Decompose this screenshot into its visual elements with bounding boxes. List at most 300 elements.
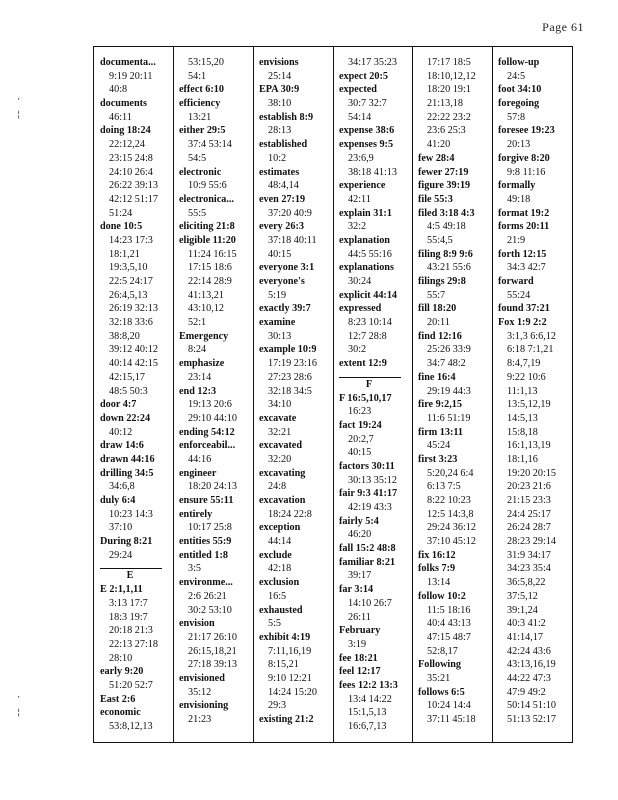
index-headword: environme... bbox=[179, 577, 233, 589]
index-page-refs: 17:17 18:5 bbox=[427, 57, 471, 68]
index-headword: done 10:5 bbox=[100, 221, 143, 233]
index-page-refs: 19:13 20:6 bbox=[188, 399, 232, 411]
index-page-refs: 30:24 bbox=[348, 276, 372, 287]
index-headword: factors 30:11 bbox=[339, 460, 395, 472]
index-headword: entitled 1:8 bbox=[179, 549, 228, 561]
index-page-refs: 24:10 26:4 bbox=[109, 166, 153, 178]
index-page-refs: 37:11 45:18 bbox=[427, 714, 476, 725]
index-headword: drilling 34:5 bbox=[100, 467, 154, 479]
index-headword: EPA 30:9 bbox=[259, 84, 300, 96]
index-page-refs: 21:17 26:10 bbox=[188, 631, 237, 643]
index-page-refs: 44:16 bbox=[188, 453, 212, 465]
index-page-refs: 39:1,24 bbox=[507, 604, 538, 616]
index-page-refs: 8:15,21 bbox=[268, 659, 299, 671]
index-page-refs: 55:5 bbox=[188, 207, 207, 219]
index-page-refs: 22:5 24:17 bbox=[109, 276, 153, 287]
index-page-refs: 19:3,5,10 bbox=[109, 262, 148, 274]
index-headword: filings 29:8 bbox=[418, 276, 466, 287]
index-page-refs: 55:24 bbox=[507, 289, 531, 301]
index-page-refs: 15:1,5,13 bbox=[348, 707, 387, 719]
index-headword: forth 12:15 bbox=[498, 248, 547, 260]
index-page-refs: 13:5,12,19 bbox=[507, 399, 551, 411]
index-page-refs: 8:4,7,19 bbox=[507, 358, 541, 370]
index-page-refs: 7:11,16,19 bbox=[268, 645, 312, 657]
index-page-refs: 29:24 bbox=[109, 549, 133, 561]
index-headword: follows 6:5 bbox=[418, 686, 465, 698]
index-headword: early 9:20 bbox=[100, 666, 144, 678]
index-page-refs: 51:20 52:7 bbox=[109, 679, 153, 691]
index-page-refs: 51:13 52:17 bbox=[507, 714, 556, 725]
index-page-refs: 23:6 25:3 bbox=[427, 125, 466, 137]
index-headword: excavating bbox=[259, 467, 306, 479]
index-headword: fewer 27:19 bbox=[418, 166, 469, 178]
index-headword: foregoing bbox=[498, 98, 540, 110]
index-headword: estimates bbox=[259, 166, 300, 178]
index-headword: explain 31:1 bbox=[339, 207, 392, 219]
index-page-refs: 18:3 19:7 bbox=[109, 611, 148, 623]
index-page-refs: 43:21 55:6 bbox=[427, 262, 471, 274]
index-headword: efficiency bbox=[179, 98, 221, 110]
index-page-refs: 11:1,13 bbox=[507, 385, 538, 397]
index-page-refs: 34:6,8 bbox=[109, 481, 135, 493]
index-page-refs: 14:23 17:3 bbox=[109, 234, 153, 246]
index-page-refs: 14:24 15:20 bbox=[268, 686, 317, 698]
index-page-refs: 44:14 bbox=[268, 536, 292, 548]
index-headword: electronic bbox=[179, 166, 222, 178]
index-page-refs: 9:19 20:11 bbox=[109, 70, 153, 82]
index-page-refs: 46:20 bbox=[348, 529, 372, 541]
index-page-refs: 21:15 23:3 bbox=[507, 495, 551, 506]
index-headword: fact 19:24 bbox=[339, 419, 382, 431]
index-headword: fix 16:12 bbox=[418, 549, 456, 561]
index-page-refs: 13:21 bbox=[188, 111, 212, 123]
index-headword: exclusion bbox=[259, 577, 300, 589]
index-page-refs: 25:26 33:9 bbox=[427, 344, 471, 356]
index-page-refs: 30:2 53:10 bbox=[188, 604, 232, 616]
index-page-refs: 29:24 36:12 bbox=[427, 522, 476, 534]
index-page-refs: 18:10,12,12 bbox=[427, 70, 476, 82]
index-headword: familiar 8:21 bbox=[339, 556, 396, 568]
index-page-refs: 16:23 bbox=[348, 406, 372, 418]
index-headword: expected bbox=[339, 84, 377, 96]
index-page-refs: 32:2 bbox=[348, 221, 367, 233]
index-headword: Fox 1:9 2:2 bbox=[498, 317, 547, 329]
index-page-refs: 53:15,20 bbox=[188, 57, 224, 68]
index-headword: excavated bbox=[259, 440, 302, 452]
column-divider bbox=[333, 47, 334, 742]
index-page-refs: 10:24 14:4 bbox=[427, 700, 471, 712]
index-page-refs: 26:19 32:13 bbox=[109, 303, 158, 315]
index-page-refs: 10:23 14:3 bbox=[109, 508, 153, 520]
index-page-refs: 34:7 48:2 bbox=[427, 358, 466, 370]
index-headword: doing 18:24 bbox=[100, 125, 151, 137]
index-headword: firm 13:11 bbox=[418, 426, 463, 438]
index-headword: explanations bbox=[339, 262, 394, 274]
index-page-refs: 44:5 55:16 bbox=[348, 248, 392, 260]
index-headword: extent 12:9 bbox=[339, 358, 387, 370]
index-headword: expenses 9:5 bbox=[339, 139, 394, 151]
index-headword: exhausted bbox=[259, 604, 303, 616]
index-page-refs: 37:5,12 bbox=[507, 590, 538, 602]
margin-punch-mark: ¦ bbox=[16, 110, 22, 120]
index-headword: excavate bbox=[259, 412, 297, 424]
index-page-refs: 40:3 41:2 bbox=[507, 618, 546, 630]
index-page-refs: 16:1,13,19 bbox=[507, 440, 551, 452]
index-page-refs: 2:6 26:21 bbox=[188, 590, 227, 602]
index-page-refs: 30:2 bbox=[348, 344, 367, 356]
index-page-refs: 31:9 34:17 bbox=[507, 549, 551, 561]
index-headword: few 28:4 bbox=[418, 152, 455, 164]
index-headword: format 19:2 bbox=[498, 207, 550, 219]
index-headword: even 27:19 bbox=[259, 193, 306, 205]
index-page-refs: 37:10 45:12 bbox=[427, 536, 476, 548]
index-headword: follow-up bbox=[498, 57, 540, 68]
index-page-refs: 26:24 28:7 bbox=[507, 522, 551, 534]
index-page-refs: 14:10 26:7 bbox=[348, 597, 392, 609]
index-headword: file 55:3 bbox=[418, 193, 453, 205]
index-headword: exhibit 4:19 bbox=[259, 631, 311, 643]
index-page-refs: 34:17 35:23 bbox=[348, 57, 397, 68]
index-page-refs: 5:5 bbox=[268, 618, 282, 630]
index-page-refs: 14:5,13 bbox=[507, 412, 538, 424]
index-page-refs: 10:17 25:8 bbox=[188, 522, 232, 534]
index-page-refs: 42:18 bbox=[268, 563, 292, 575]
index-page-refs: 9:22 10:6 bbox=[507, 371, 546, 383]
index-headword: found 37:21 bbox=[498, 303, 550, 315]
index-page-refs: 3:1,3 6:6,12 bbox=[507, 330, 556, 342]
index-column-6 bbox=[498, 56, 556, 727]
index-headword: economic bbox=[100, 707, 141, 719]
index-page-refs: 3:19 bbox=[348, 638, 367, 650]
index-page-refs: 18:20 24:13 bbox=[188, 481, 237, 493]
index-headword: ending 54:12 bbox=[179, 426, 235, 438]
index-page-refs: 42:12 51:17 bbox=[109, 193, 158, 205]
index-headword: effect 6:10 bbox=[179, 84, 224, 96]
index-page-refs: 43:13,16,19 bbox=[507, 659, 556, 671]
index-page-refs: 52:1 bbox=[188, 317, 207, 329]
index-page-refs: 8:23 10:14 bbox=[348, 317, 392, 329]
index-page-refs: 8:22 10:23 bbox=[427, 495, 471, 506]
section-letter: E bbox=[126, 570, 134, 582]
page-number: Page 61 bbox=[542, 20, 584, 34]
index-page-refs: 32:18 34:5 bbox=[268, 385, 312, 397]
index-page-refs: 24:5 bbox=[507, 70, 526, 82]
index-headword: F 16:5,10,17 bbox=[339, 392, 392, 404]
index-page-refs: 3:5 bbox=[188, 563, 202, 575]
index-page-refs: 42:11 bbox=[348, 193, 371, 205]
index-page-refs: 30:13 35:12 bbox=[348, 474, 397, 486]
index-headword: emphasize bbox=[179, 358, 225, 370]
index-headword: either 29:5 bbox=[179, 125, 226, 137]
index-page-refs: 45:24 bbox=[427, 440, 451, 452]
index-headword: envisioning bbox=[179, 700, 229, 712]
index-page-refs: 20:2,7 bbox=[348, 433, 374, 445]
index-page-refs: 35:21 bbox=[427, 672, 451, 684]
index-page-refs: 48:5 50:3 bbox=[109, 385, 148, 397]
index-page-refs: 40:4 43:13 bbox=[427, 618, 471, 630]
column-divider bbox=[412, 47, 413, 742]
index-headword: Following bbox=[418, 659, 462, 671]
index-page-refs: 41:20 bbox=[427, 139, 451, 151]
index-page-refs: 5:19 bbox=[268, 289, 287, 301]
index-headword: expressed bbox=[339, 303, 382, 315]
index-headword: draw 14:6 bbox=[100, 440, 144, 452]
index-headword: Emergency bbox=[179, 330, 229, 342]
index-page-refs: 46:11 bbox=[109, 111, 132, 123]
index-page-refs: 40:15 bbox=[268, 248, 292, 260]
index-headword: everyone's bbox=[259, 276, 305, 287]
index-page-refs: 55:7 bbox=[427, 289, 446, 301]
margin-punch-mark: · bbox=[16, 95, 22, 105]
index-page-refs: 52:8,17 bbox=[427, 645, 458, 657]
index-page-refs: 11:5 18:16 bbox=[427, 604, 471, 616]
index-headword: foot 34:10 bbox=[498, 84, 542, 96]
index-page-refs: 12:7 28:8 bbox=[348, 330, 387, 342]
index-page-refs: 24:4 25:17 bbox=[507, 508, 551, 520]
index-headword: forward bbox=[498, 276, 534, 287]
index-page-refs: 6:13 7:5 bbox=[427, 481, 461, 493]
index-page-refs: 21:23 bbox=[188, 714, 212, 725]
index-page-refs: 26:22 39:13 bbox=[109, 180, 158, 192]
index-headword: door 4:7 bbox=[100, 399, 137, 411]
index-page-refs: 10:2 bbox=[268, 152, 287, 164]
index-column-1 bbox=[100, 56, 162, 734]
index-headword: duly 6:4 bbox=[100, 495, 136, 506]
index-headword: East 2:6 bbox=[100, 693, 136, 705]
index-headword: figure 39:19 bbox=[418, 180, 471, 192]
index-page-refs: 44:22 47:3 bbox=[507, 672, 551, 684]
index-headword: explanation bbox=[339, 234, 390, 246]
index-page-refs: 30:7 32:7 bbox=[348, 98, 387, 110]
index-page-refs: 18:24 22:8 bbox=[268, 508, 312, 520]
index-page-refs: 22:22 23:2 bbox=[427, 111, 471, 123]
index-headword: eliciting 21:8 bbox=[179, 221, 235, 233]
index-page-refs: 54:1 bbox=[188, 70, 207, 82]
index-page-refs: 16:6,7,13 bbox=[348, 721, 387, 732]
index-page-refs: 57:8 bbox=[507, 111, 526, 123]
index-headword: folks 7:9 bbox=[418, 563, 456, 575]
index-headword: During 8:21 bbox=[100, 536, 153, 548]
index-page-refs: 11:6 51:19 bbox=[427, 412, 471, 424]
index-page-refs: 6:18 7:1,21 bbox=[507, 344, 554, 356]
column-divider bbox=[253, 47, 254, 742]
index-page-refs: 20:13 bbox=[507, 139, 531, 151]
index-headword: every 26:3 bbox=[259, 221, 304, 233]
index-page-refs: 20:11 bbox=[427, 317, 450, 329]
word-index-table bbox=[93, 46, 573, 743]
index-headword: fall 15:2 48:8 bbox=[339, 543, 396, 555]
index-page-refs: 26:15,18,21 bbox=[188, 645, 237, 657]
index-headword: filed 3:18 4:3 bbox=[418, 207, 475, 219]
index-headword: February bbox=[339, 625, 381, 637]
index-headword: excavation bbox=[259, 495, 306, 506]
index-page-refs: 51:24 bbox=[109, 207, 133, 219]
index-headword: follow 10:2 bbox=[418, 590, 466, 602]
index-page-refs: 18:1,16 bbox=[507, 453, 538, 465]
index-page-refs: 43:10,12 bbox=[188, 303, 224, 315]
index-page-refs: 25:14 bbox=[268, 70, 292, 82]
index-page-refs: 53:8,12,13 bbox=[109, 721, 153, 732]
index-page-refs: 34:10 bbox=[268, 399, 292, 411]
index-headword: eligible 11:20 bbox=[179, 234, 236, 246]
index-headword: exception bbox=[259, 522, 301, 534]
index-headword: feel 12:17 bbox=[339, 666, 381, 678]
index-page-refs: 22:12,24 bbox=[109, 139, 145, 151]
index-page-refs: 26:11 bbox=[348, 611, 371, 623]
index-column-2 bbox=[179, 56, 237, 727]
index-page-refs: 19:20 20:15 bbox=[507, 467, 556, 479]
index-headword: documenta... bbox=[100, 57, 156, 68]
index-page-refs: 13:14 bbox=[427, 577, 451, 589]
index-page-refs: 29:3 bbox=[268, 700, 287, 712]
index-headword: establish 8:9 bbox=[259, 111, 314, 123]
index-headword: existing 21:2 bbox=[259, 714, 314, 725]
index-page-refs: 42:24 43:6 bbox=[507, 645, 551, 657]
index-page-refs: 17:19 23:16 bbox=[268, 358, 317, 370]
index-page-refs: 10:9 55:6 bbox=[188, 180, 227, 192]
index-page-refs: 38:18 41:13 bbox=[348, 166, 397, 178]
index-page-refs: 29:19 44:3 bbox=[427, 385, 471, 397]
index-column-4 bbox=[339, 56, 401, 734]
index-page-refs: 5:20,24 6:4 bbox=[427, 467, 474, 479]
index-page-refs: 8:24 bbox=[188, 344, 207, 356]
index-page-refs: 12:5 14:3,8 bbox=[427, 508, 474, 520]
index-headword: experience bbox=[339, 180, 386, 192]
index-headword: forms 20:11 bbox=[498, 221, 550, 233]
index-page-refs: 3:13 17:7 bbox=[109, 597, 148, 609]
index-headword: down 22:24 bbox=[100, 412, 151, 424]
index-page-refs: 27:18 39:13 bbox=[188, 659, 237, 671]
index-page-refs: 34:23 35:4 bbox=[507, 563, 551, 575]
index-page-refs: 41:13,21 bbox=[188, 289, 224, 301]
index-headword: filing 8:9 9:6 bbox=[418, 248, 473, 260]
index-page-refs: 32:21 bbox=[268, 426, 292, 438]
index-headword: fine 16:4 bbox=[418, 371, 456, 383]
index-headword: fire 9:2,15 bbox=[418, 399, 462, 411]
index-page-refs: 22:14 28:9 bbox=[188, 276, 232, 287]
index-headword: fairly 5:4 bbox=[339, 515, 379, 527]
margin-punch-mark: · bbox=[16, 693, 22, 703]
index-page-refs: 28:23 29:14 bbox=[507, 536, 556, 548]
section-letter: F bbox=[365, 378, 373, 390]
index-page-refs: 18:20 19:1 bbox=[427, 84, 471, 96]
index-headword: envision bbox=[179, 618, 215, 630]
index-page-refs: 11:24 16:15 bbox=[188, 248, 237, 260]
index-page-refs: 37:4 53:14 bbox=[188, 139, 232, 151]
index-headword: formally bbox=[498, 180, 536, 192]
index-headword: fee 18:21 bbox=[339, 652, 378, 664]
index-page-refs: 41:14,17 bbox=[507, 631, 543, 643]
index-page-refs: 40:8 bbox=[109, 84, 128, 96]
index-page-refs: 29:10 44:10 bbox=[188, 412, 237, 424]
index-page-refs: 23:14 bbox=[188, 371, 212, 383]
index-page-refs: 42:19 43:3 bbox=[348, 502, 392, 513]
margin-punch-mark: ¦ bbox=[16, 708, 22, 718]
index-headword: first 3:23 bbox=[418, 453, 458, 465]
index-page-refs: 32:18 33:6 bbox=[109, 317, 153, 329]
index-page-refs: 54:5 bbox=[188, 152, 207, 164]
index-page-refs: 17:15 18:6 bbox=[188, 262, 232, 274]
index-page-refs: 21:9 bbox=[507, 234, 526, 246]
index-headword: far 3:14 bbox=[339, 584, 374, 596]
index-page-refs: 54:14 bbox=[348, 111, 372, 123]
index-page-refs: 18:1,21 bbox=[109, 248, 140, 260]
index-page-refs: 21:13,18 bbox=[427, 98, 463, 110]
index-page-refs: 37:10 bbox=[109, 522, 133, 534]
index-headword: drawn 44:16 bbox=[100, 453, 155, 465]
index-page-refs: 37:18 40:11 bbox=[268, 234, 317, 246]
index-page-refs: 24:8 bbox=[268, 481, 287, 493]
index-headword: documents bbox=[100, 98, 147, 110]
index-column-5 bbox=[418, 56, 476, 727]
index-headword: electronica... bbox=[179, 193, 234, 205]
index-page-refs: 39:17 bbox=[348, 570, 372, 582]
index-headword: fair 9:3 41:17 bbox=[339, 488, 398, 500]
index-headword: fees 12:2 13:3 bbox=[339, 679, 398, 691]
index-headword: exactly 39:7 bbox=[259, 303, 311, 315]
index-page-refs: 48:4,14 bbox=[268, 180, 299, 192]
index-page-refs: 23:15 24:8 bbox=[109, 152, 153, 164]
column-divider bbox=[492, 47, 493, 742]
index-page-refs: 39:12 40:12 bbox=[109, 344, 158, 356]
index-page-refs: 22:13 27:18 bbox=[109, 638, 158, 650]
index-headword: ensure 55:11 bbox=[179, 495, 234, 506]
index-headword: find 12:16 bbox=[418, 330, 462, 342]
index-page-refs: 50:14 51:10 bbox=[507, 700, 556, 712]
index-page-refs: 49:18 bbox=[507, 193, 531, 205]
index-headword: foresee 19:23 bbox=[498, 125, 555, 137]
index-headword: engineer bbox=[179, 467, 217, 479]
index-page-refs: 47:9 49:2 bbox=[507, 686, 546, 698]
index-page-refs: 40:14 42:15 bbox=[109, 358, 158, 370]
index-headword: end 12:3 bbox=[179, 385, 217, 397]
index-headword: established bbox=[259, 139, 308, 151]
index-page-refs: 30:13 bbox=[268, 330, 292, 342]
index-page-refs: 34:3 42:7 bbox=[507, 262, 546, 274]
index-headword: entities 55:9 bbox=[179, 536, 232, 548]
index-page-refs: 23:6,9 bbox=[348, 152, 374, 164]
index-headword: envisions bbox=[259, 57, 299, 68]
index-page-refs: 13:4 14:22 bbox=[348, 693, 392, 705]
index-page-refs: 28:13 bbox=[268, 125, 292, 137]
index-page-refs: 47:15 48:7 bbox=[427, 631, 471, 643]
index-page-refs: 42:15,17 bbox=[109, 371, 145, 383]
index-page-refs: 9:10 12:21 bbox=[268, 672, 312, 684]
index-headword: exclude bbox=[259, 549, 292, 561]
index-page-refs: 4:5 49:18 bbox=[427, 221, 466, 233]
index-page-refs: 20:23 21:6 bbox=[507, 481, 551, 493]
index-headword: expense 38:6 bbox=[339, 125, 395, 137]
index-page-refs: 40:12 bbox=[109, 426, 133, 438]
index-page-refs: 36:5,8,22 bbox=[507, 577, 546, 589]
index-headword: example 10:9 bbox=[259, 344, 317, 356]
index-page-refs: 27:23 28:6 bbox=[268, 371, 312, 383]
index-headword: entirely bbox=[179, 508, 213, 520]
index-headword: examine bbox=[259, 317, 296, 329]
index-page-refs: 28:10 bbox=[109, 652, 133, 664]
index-headword: E 2:1,1,11 bbox=[100, 584, 143, 596]
index-page-refs: 32:20 bbox=[268, 453, 292, 465]
index-headword: everyone 3:1 bbox=[259, 262, 315, 274]
index-headword: envisioned bbox=[179, 672, 225, 684]
index-page-refs: 55:4,5 bbox=[427, 234, 453, 246]
index-headword: fill 18:20 bbox=[418, 303, 457, 315]
index-headword: enforceabil... bbox=[179, 440, 236, 452]
index-column-3 bbox=[259, 56, 317, 727]
index-page-refs: 15:8,18 bbox=[507, 426, 538, 438]
index-page-refs: 35:12 bbox=[188, 686, 212, 698]
index-page-refs: 16:5 bbox=[268, 590, 287, 602]
